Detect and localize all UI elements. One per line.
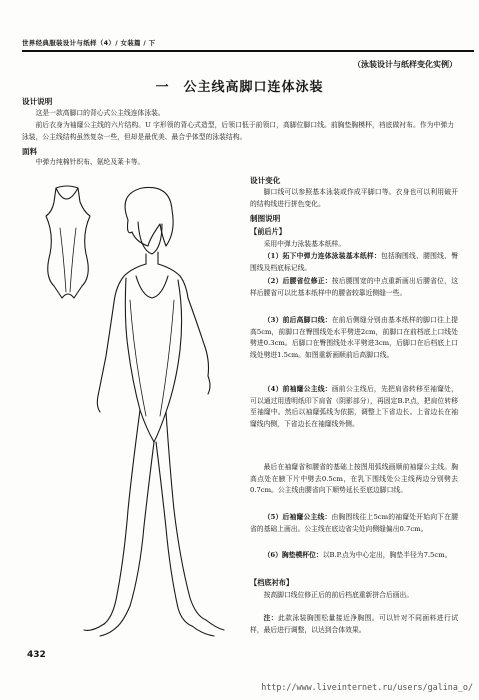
watermark-url: http://www.liveinternet.ru/users/galina_o/	[261, 682, 473, 692]
fabric-heading: 面料	[22, 147, 38, 156]
crotch-lining-label: 【档底衬布】	[250, 578, 294, 587]
design-desc-p1: 这是一款高脚口的背心式公主线连体泳装。	[35, 109, 165, 117]
drafting-item-3: （3）前后高脚口线：在前后侧缝分别由基本纸样的脚口往上提高5cm，前脚口在臀围线处水平劈进2cm，前脚口在前档底上口线处劈进0.3cm。后脚口在臀围线处水平劈进3cm，后脚口在后档底上口线处劈进1.5cm。如图重新画顺前后高脚口线。	[250, 316, 459, 359]
page-number: 432	[27, 650, 46, 660]
drafting-item-5: （5）后袖窿公主线：由胸围线往上5cm的袖窿处开始向下在腰省的基础上画出。公主线在底边省尖处向侧缝偏出0.7cm。	[250, 513, 458, 533]
crotch-lining-text: 按高脚口线位修正后的前后档底重新拼合后画出。	[263, 591, 414, 599]
running-header: 世界经典服装设计与纸样（4）/ 女装篇 / 下	[22, 39, 156, 47]
drafting-item-4b: 最后在袖窿省和腰省的基础上按图用弧线画顺前袖窿公主线。胸高点处在腋下片中劈去0.5cm，在乳下围线处公主线两边分别劈去0.7cm。公主线由腰省向下顺势延长至底边脚口线。	[250, 463, 458, 495]
drafting-item-2: （2）后腰省位修正：按后腰围宽的中点重新画出后腰省位，这样后腰省可以比基本纸样中的腰省较靠近侧缝一些。	[250, 277, 459, 297]
front-back-label: 【前后片】	[250, 227, 286, 236]
figure-head	[125, 187, 173, 264]
drafting-item-1: （1）拓下中弹力连体泳装基本纸样：包括胸围线、腰围线、臀围线及档底标记线。	[250, 252, 458, 272]
header-rule	[22, 50, 474, 52]
design-desc-heading: 设计说明	[22, 97, 53, 106]
figure-body	[97, 264, 210, 442]
drafting-item-6: （6）胸垫模杯位：以B.P.点为中心定出，胸垫半径为7.5cm。	[263, 551, 452, 559]
section-subtitle: （泳装设计与纸样变化实例）	[353, 59, 457, 69]
drafting-heading: 制图说明	[250, 214, 281, 223]
design-desc-p2: 前后衣身为袖窿公主线的六片结构。U 字形领的背心式造型，后领口低于前领口，高脚位脚口线。前胸垫胸模杯，裆底做衬布。作为中弹力泳装，公主线结构虽然复杂一些，但却是最优美、最合乎体型的泳装结构。	[22, 121, 454, 141]
design-change-text: 脚口线可以参照基本泳装或作成平脚口等。衣身也可以利用破开的结构线进行拼色变化。	[250, 188, 458, 208]
flat-swimsuit-sketch	[46, 186, 90, 298]
fabric-text: 中弹力纯棉针织布、氨纶及莱卡等。	[35, 158, 145, 166]
note-text: 注：此款泳装胸围松量接近净胸围。可以针对不同面料进行试样，最后进行调整，以达到合体效果。	[250, 614, 459, 634]
page-title: 一 公主线高脚口连体泳装	[155, 80, 324, 95]
drafting-item-4: （4）前袖窿公主线：画前公主线后，先把肩省转移至袖窿处，可以通过用透明纸印下肩省（阴影部分），再固定B.P.点，把肩位转移至袖窿中。然后以袖窿弧线为依据，调整上下省边长。上省边长在袖窿线内侧，下省边长在袖窿线外侧。	[250, 385, 459, 428]
figure-legs	[84, 410, 224, 636]
drafting-intro: 采用中弹力泳装基本纸样。	[263, 240, 346, 248]
swimsuit-illustration	[20, 180, 245, 645]
design-change-heading: 设计变化	[250, 176, 281, 185]
